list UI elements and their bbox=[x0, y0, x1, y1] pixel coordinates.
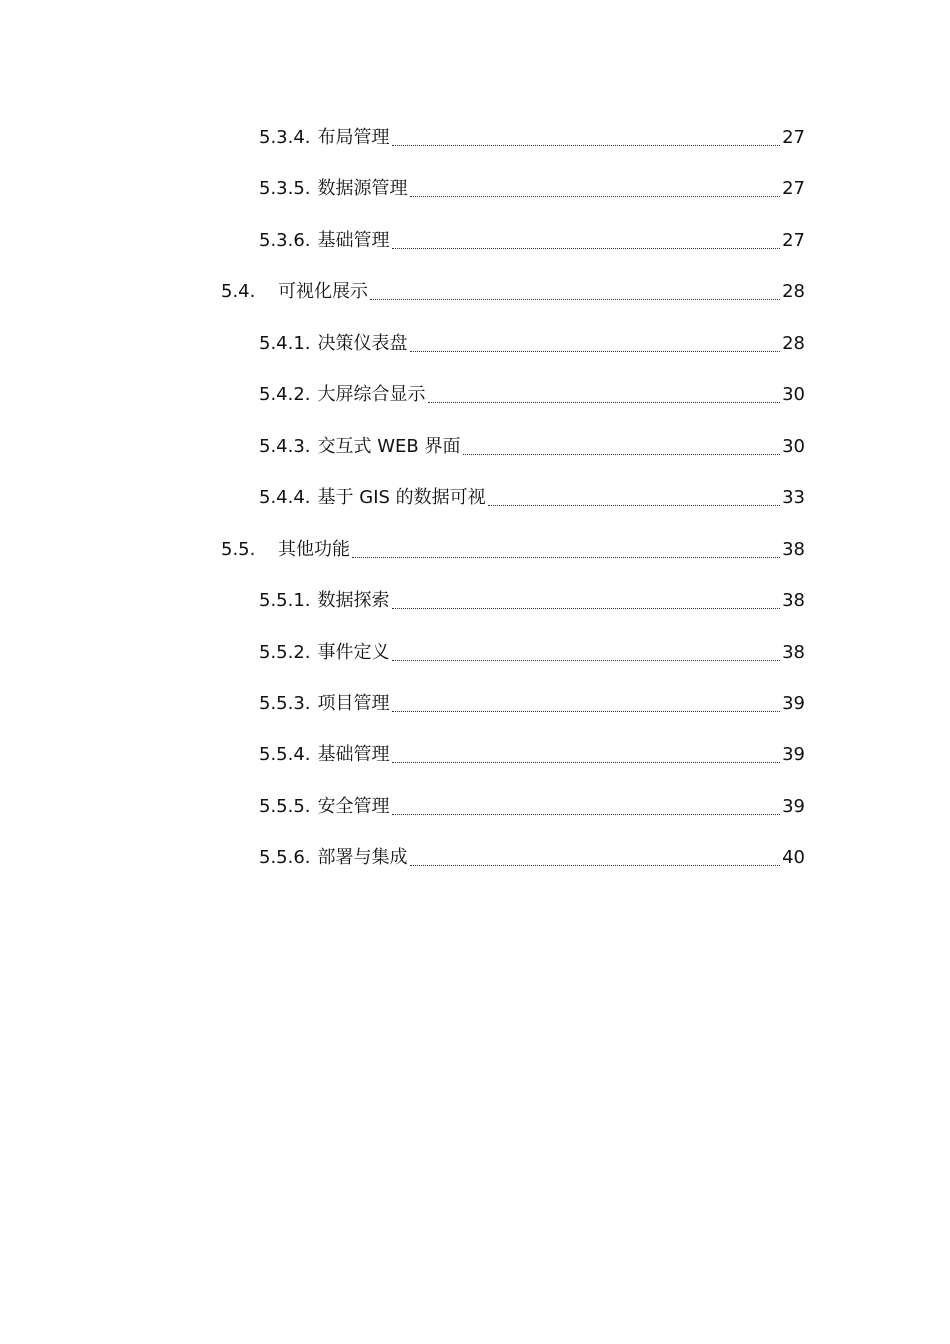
toc-entry-number: 5.4.3. bbox=[259, 436, 311, 457]
toc-entry[interactable] bbox=[259, 637, 805, 669]
toc-entry-page-number: 27 bbox=[782, 178, 805, 199]
toc-entry-number: 5.3.6. bbox=[259, 230, 311, 251]
toc-entry-page-number: 40 bbox=[782, 847, 805, 868]
toc-entry-title: 交互式 WEB 界面 bbox=[317, 436, 461, 457]
dot-leader bbox=[410, 351, 781, 352]
toc-entry[interactable] bbox=[259, 842, 805, 874]
dot-leader bbox=[392, 145, 781, 146]
dot-leader bbox=[392, 248, 781, 249]
toc-entry-page-number: 38 bbox=[782, 539, 805, 560]
dot-leader bbox=[352, 557, 780, 558]
dot-leader bbox=[392, 608, 781, 609]
dot-leader bbox=[392, 711, 781, 712]
dot-leader bbox=[410, 865, 781, 866]
toc-entry-page-number: 28 bbox=[782, 281, 805, 302]
toc-entry[interactable] bbox=[259, 688, 805, 720]
toc-entry-number: 5.4.1. bbox=[259, 333, 311, 354]
dot-leader bbox=[410, 196, 781, 197]
toc-entry-title: 数据源管理 bbox=[317, 178, 408, 199]
toc-entry-page-number: 38 bbox=[782, 642, 805, 663]
toc-entry-page-number: 39 bbox=[782, 744, 805, 765]
toc-entry-number: 5.4. bbox=[221, 281, 256, 302]
toc-entry[interactable] bbox=[259, 122, 805, 154]
toc-entry[interactable] bbox=[221, 534, 805, 566]
toc-entry-title: 决策仪表盘 bbox=[317, 333, 408, 354]
toc-entry-number: 5.5.2. bbox=[259, 642, 311, 663]
toc-entry-page-number: 33 bbox=[782, 487, 805, 508]
toc-entry-title: 事件定义 bbox=[317, 642, 390, 663]
toc-entry-title: 数据探索 bbox=[317, 590, 390, 611]
toc-entry-number: 5.5.3. bbox=[259, 693, 311, 714]
toc-entry[interactable] bbox=[259, 379, 805, 411]
toc-entry-page-number: 27 bbox=[782, 230, 805, 251]
dot-leader bbox=[392, 660, 781, 661]
dot-leader bbox=[428, 402, 781, 403]
toc-entry-number: 5.3.4. bbox=[259, 127, 311, 148]
toc-entry-title: 部署与集成 bbox=[317, 847, 408, 868]
toc-entry-title: 可视化展示 bbox=[278, 281, 368, 302]
toc-entry[interactable] bbox=[259, 585, 805, 617]
toc-entry-title: 布局管理 bbox=[317, 127, 390, 148]
toc-entry[interactable] bbox=[221, 276, 805, 308]
toc-entry[interactable] bbox=[259, 225, 805, 257]
dot-leader bbox=[463, 454, 781, 455]
dot-leader bbox=[488, 505, 780, 506]
toc-entry-number: 5.5.5. bbox=[259, 796, 311, 817]
toc-entry-page-number: 27 bbox=[782, 127, 805, 148]
toc-entry-page-number: 39 bbox=[782, 693, 805, 714]
toc-entry[interactable] bbox=[259, 739, 805, 771]
toc-entry-number: 5.5.4. bbox=[259, 744, 311, 765]
toc-entry-number: 5.4.2. bbox=[259, 384, 311, 405]
dot-leader bbox=[392, 762, 781, 763]
toc-entry[interactable] bbox=[259, 791, 805, 823]
toc-entry-title: 基于 GIS 的数据可视 bbox=[317, 487, 486, 508]
toc-entry-page-number: 30 bbox=[782, 384, 805, 405]
toc-entry-number: 5.5. bbox=[221, 539, 256, 560]
toc-entry-title: 基础管理 bbox=[317, 744, 390, 765]
toc-entry-page-number: 38 bbox=[782, 590, 805, 611]
toc-entry[interactable] bbox=[259, 482, 805, 514]
dot-leader bbox=[392, 814, 781, 815]
toc-entry-number: 5.3.5. bbox=[259, 178, 311, 199]
toc-entry-number: 5.5.1. bbox=[259, 590, 311, 611]
toc-entry-page-number: 28 bbox=[782, 333, 805, 354]
toc-entry-title: 项目管理 bbox=[317, 693, 390, 714]
toc-entry[interactable] bbox=[259, 328, 805, 360]
toc-entry[interactable] bbox=[259, 173, 805, 205]
toc-entry-number: 5.4.4. bbox=[259, 487, 311, 508]
toc-entry-title: 安全管理 bbox=[317, 796, 390, 817]
toc-entry-number: 5.5.6. bbox=[259, 847, 311, 868]
dot-leader bbox=[370, 299, 780, 300]
toc-entry-page-number: 39 bbox=[782, 796, 805, 817]
toc-entry-title: 基础管理 bbox=[317, 230, 390, 251]
toc-entry-title: 大屏综合显示 bbox=[317, 384, 426, 405]
toc-entry[interactable] bbox=[259, 431, 805, 463]
toc-entry-title: 其他功能 bbox=[278, 539, 350, 560]
toc-entry-page-number: 30 bbox=[782, 436, 805, 457]
